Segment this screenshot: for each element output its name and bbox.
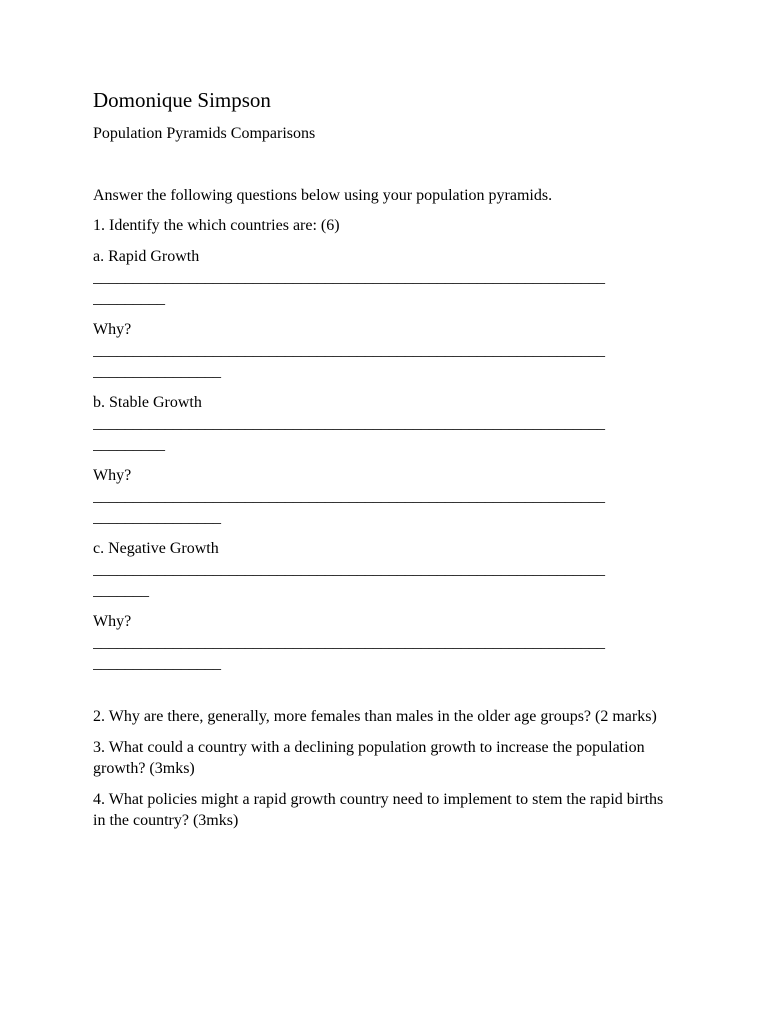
part-a-answer-line-2: _________ (93, 290, 165, 307)
part-a-why-line-2: ________________ (93, 363, 221, 380)
part-c-why-label: Why? (93, 613, 132, 630)
part-c-label: c. Negative Growth (93, 540, 219, 557)
question-2-text: 2. Why are there, generally, more females than males in the older age groups? (2 marks) (93, 708, 657, 725)
part-b-answer-line-1: ________________________________________________________________ (93, 415, 605, 432)
part-c-answer-line-1: ________________________________________________________________ (93, 561, 605, 578)
document-subtitle: Population Pyramids Comparisons (93, 125, 316, 142)
spacer (93, 674, 673, 706)
part-c-why-line-2: ________________ (93, 655, 221, 672)
part-c-why-line-1: ________________________________________________________________ (93, 634, 605, 651)
instructions-text: Answer the following questions below using your population pyramids. (93, 187, 553, 204)
part-a-why-line-1: ________________________________________________________________ (93, 342, 605, 359)
part-a-label: a. Rapid Growth (93, 248, 200, 265)
question-4-text: 4. What policies might a rapid growth country need to implement to stem the rapid births in the country? (3mks) (93, 791, 664, 829)
part-b-label: b. Stable Growth (93, 394, 202, 411)
question-1-text: 1. Identify the which countries are: (6) (93, 217, 340, 234)
document-page (93, 86, 673, 831)
part-c-answer-line-2: _______ (93, 582, 149, 599)
part-a-answer-line-1: ________________________________________________________________ (93, 269, 605, 286)
part-b-why-line-2: ________________ (93, 509, 221, 526)
part-b-why-label: Why? (93, 467, 132, 484)
part-b-why-line-1: ________________________________________________________________ (93, 488, 605, 505)
part-b-answer-line-2: _________ (93, 436, 165, 453)
student-name: Domonique Simpson (93, 88, 271, 112)
part-a-why-label: Why? (93, 321, 132, 338)
question-3-text: 3. What could a country with a declining population growth to increase the population growth? (3mks) (93, 739, 645, 777)
